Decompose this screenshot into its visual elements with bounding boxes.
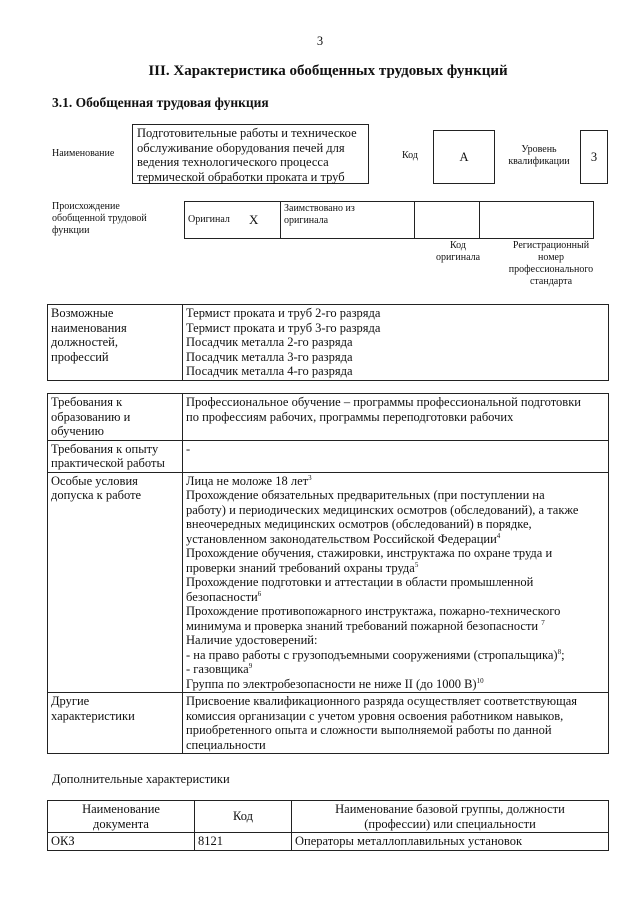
origin-label-line: функции bbox=[52, 225, 90, 236]
level-label-line: Уровень bbox=[521, 144, 557, 155]
origin-table bbox=[184, 201, 594, 239]
footnote-ref: 10 bbox=[476, 676, 484, 685]
caption-line: оригинала bbox=[435, 252, 481, 263]
borrowed-label bbox=[281, 202, 415, 239]
text-line: Прохождение подготовки и аттестации в области промышленной bbox=[186, 575, 534, 589]
footnote-ref: 9 bbox=[248, 661, 253, 670]
positions-list bbox=[183, 305, 609, 381]
label-line: характеристики bbox=[51, 708, 135, 723]
footnote-ref: 3 bbox=[308, 473, 312, 482]
function-name-line: Подготовительные работы и техническое bbox=[137, 126, 357, 140]
table-row bbox=[48, 833, 609, 851]
text-line: Профессиональное обучение – программы профессиональной подготовки bbox=[186, 395, 581, 409]
caption-line: профессионального bbox=[508, 264, 594, 275]
origin-reg-cell bbox=[480, 202, 594, 239]
text-line: специальности bbox=[186, 737, 266, 752]
text-line: комиссия организации с учетом уровня освоения работником навыков, bbox=[186, 708, 564, 723]
text-line: - на право работы с грузоподъемными сооружениями (стропальщика)$^8$; bbox=[186, 647, 565, 662]
caption-line: стандарта bbox=[529, 276, 573, 287]
text-line: установленном законодательством Российской Федерации$^4$ bbox=[186, 531, 501, 546]
label-line: Особые условия bbox=[51, 473, 138, 488]
footnote-ref: 8 bbox=[557, 647, 562, 656]
borrowed-label-line: Заимствовано из bbox=[284, 203, 355, 214]
level-value: 3 bbox=[590, 149, 598, 164]
special-conditions-label bbox=[48, 472, 183, 693]
position-item: Термист проката и труб 2-го разряда bbox=[186, 306, 381, 320]
reg-number-caption bbox=[495, 240, 607, 288]
position-item: Посадчик металла 3-го разряда bbox=[186, 349, 353, 364]
text-line: - газовщика$^9$ bbox=[186, 661, 253, 676]
row-document: ОКЗ bbox=[48, 833, 195, 851]
label-line: обучению bbox=[51, 424, 104, 438]
footnote-ref: 7 bbox=[541, 618, 545, 627]
caption-line: номер bbox=[538, 252, 564, 263]
origin-label-line: Происхождение bbox=[52, 201, 120, 212]
label-line: образованию и bbox=[51, 409, 131, 424]
function-name-line: ведения технологического процесса bbox=[137, 155, 329, 169]
subsection-title: 3.1. Обобщенная трудовая функция bbox=[52, 95, 269, 110]
position-item: Посадчик металла 2-го разряда bbox=[186, 335, 353, 349]
text-line: работу) и периодических медицинских осмотров (обследований), а также bbox=[186, 502, 579, 517]
code-value-box bbox=[433, 130, 495, 184]
label-line: Возможные bbox=[51, 306, 114, 320]
experience-label bbox=[48, 440, 183, 472]
header-line: документа bbox=[93, 816, 149, 831]
special-conditions-value bbox=[183, 472, 609, 693]
text-line: приобретенного опыта и сложности выполняемой работы по данной bbox=[186, 723, 552, 737]
label-line: Требования к опыту bbox=[51, 441, 159, 456]
original-mark: X bbox=[246, 202, 281, 239]
level-label-line: квалификации bbox=[508, 156, 570, 167]
label-line: допуска к работе bbox=[51, 488, 142, 502]
text-line: Лица не моложе 18 лет$^3$ bbox=[186, 473, 312, 488]
text-line: по профессиям рабочих, программы переподготовки рабочих bbox=[186, 409, 514, 424]
label-line: Требования к bbox=[51, 395, 123, 409]
label-line: практической работы bbox=[51, 456, 165, 470]
footnote-ref: 4 bbox=[496, 531, 501, 540]
footnote-ref: 6 bbox=[257, 589, 262, 598]
text-line: Прохождение обучения, стажировки, инструктажа по охране труда и bbox=[186, 546, 553, 560]
position-item: Термист проката и труб 3-го разряда bbox=[186, 320, 381, 335]
origin-label-line: обобщенной трудовой bbox=[52, 213, 147, 224]
text-line: безопасности$^6$ bbox=[186, 589, 262, 604]
header-line: (профессии) или специальности bbox=[364, 816, 536, 831]
text-line: внеочередных медицинских осмотров (обследований) в порядке, bbox=[186, 517, 532, 531]
text-line: проверки знаний требований охраны труда$^5$ bbox=[186, 560, 419, 575]
origin-code-cell bbox=[415, 202, 480, 239]
position-item: Посадчик металла 4-го разряда bbox=[186, 364, 353, 378]
additional-title: Дополнительные характеристики bbox=[52, 772, 230, 786]
other-characteristics-label bbox=[48, 693, 183, 754]
text-line: Наличие удостоверений: bbox=[186, 633, 318, 647]
section-title: III. Характеристика обобщенных трудовых функций bbox=[148, 63, 508, 79]
experience-value: - bbox=[183, 440, 609, 472]
header-document bbox=[48, 801, 195, 833]
row-name: Операторы металлоплавильных установок bbox=[292, 833, 609, 851]
borrowed-label-line: оригинала bbox=[284, 215, 329, 226]
origin-label bbox=[52, 201, 147, 237]
education-value bbox=[183, 394, 609, 441]
code-value: A bbox=[459, 149, 469, 164]
caption-line: Регистрационный bbox=[512, 240, 590, 251]
label-line: профессий bbox=[51, 349, 109, 364]
label-line: наименования bbox=[51, 320, 127, 335]
header-base-group bbox=[292, 801, 609, 833]
header-line: Наименование bbox=[82, 802, 160, 816]
code-label: Код bbox=[402, 150, 418, 161]
text-line: Группа по электробезопасности не ниже II (до 1000 В)$^{10}$ bbox=[186, 676, 484, 691]
name-label: Наименование bbox=[52, 148, 115, 159]
additional-table bbox=[47, 800, 609, 851]
header-code: Код bbox=[195, 801, 292, 833]
footnote-ref: 5 bbox=[414, 560, 419, 569]
header-line: Наименование базовой группы, должности bbox=[335, 802, 565, 816]
text-line: минимума и проверка знаний требований пожарной безопасности $^7$ bbox=[186, 618, 545, 633]
function-name-line: обслуживание оборудования печей для bbox=[137, 140, 345, 155]
caption-line: Код bbox=[450, 240, 466, 251]
function-name-box bbox=[132, 124, 369, 184]
other-characteristics-value bbox=[183, 693, 609, 754]
education-label bbox=[48, 394, 183, 441]
positions-table bbox=[47, 304, 609, 381]
label-line: должностей, bbox=[51, 335, 118, 349]
level-value-box bbox=[580, 130, 608, 184]
requirements-table bbox=[47, 393, 609, 754]
label-line: Другие bbox=[51, 694, 90, 708]
code-original-caption bbox=[425, 240, 491, 264]
level-label bbox=[498, 144, 580, 168]
text-line: Присвоение квалификационного разряда осуществляет соответствующая bbox=[186, 694, 578, 708]
function-name-line: термической обработки проката и труб bbox=[137, 169, 345, 184]
text-line: Прохождение обязательных предварительных (при поступлении на bbox=[186, 488, 545, 502]
row-code: 8121 bbox=[195, 833, 292, 851]
original-label: Оригинал bbox=[185, 202, 247, 239]
page-number: 3 bbox=[316, 34, 324, 48]
text-line: Прохождение противопожарного инструктажа, пожарно-технического bbox=[186, 604, 561, 618]
positions-label bbox=[48, 305, 183, 381]
